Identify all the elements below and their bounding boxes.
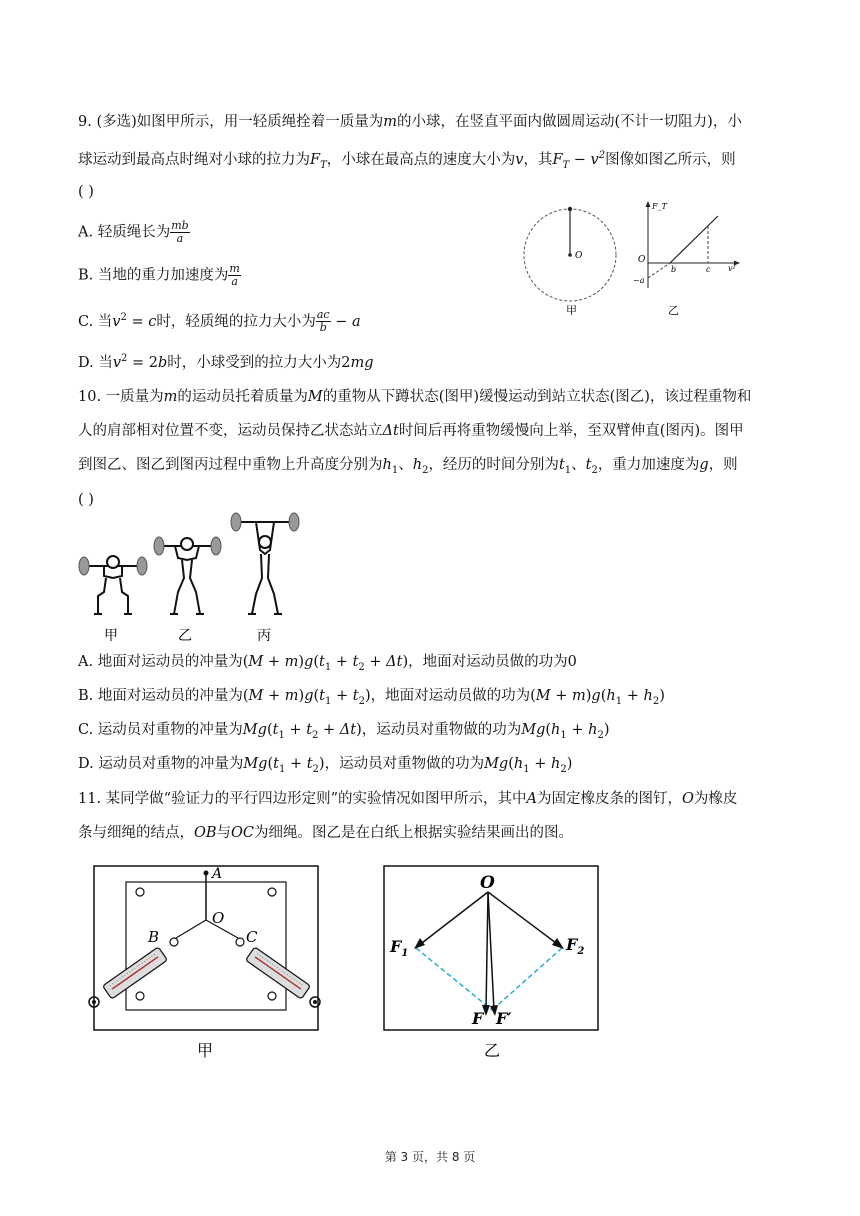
q11-jia-label-o: O <box>212 909 225 927</box>
q9-option-b: B. 当地的重力加速度为 $\frac{m}{a}$ <box>78 262 240 288</box>
q11-line1: 11. 某同学做“验证力的平行四边形定则”的实验情况如图甲所示，其中A为固定橡皮条的图钉，O为橡皮 <box>78 791 738 807</box>
q9-paren: ( ) <box>78 184 94 200</box>
q11-figure-jia <box>82 860 327 1065</box>
q9-option-d: D. 当$v^2 = 2b$时，小球受到的拉力大小为2mg <box>78 353 374 371</box>
q9-graph-c-label: c <box>706 265 711 274</box>
q9-figure-yi <box>628 198 748 320</box>
q9-option-a: A. 轻质绳长为 $\frac{mb}{a}$ <box>78 219 189 245</box>
q10-figure <box>74 508 314 646</box>
q10-line1: 10. 一质量为m的运动员托着质量为M的重物从下蹲状态(图甲)缓慢运动到站立状态(图乙)，该过程重物和 <box>78 389 752 405</box>
q9-graph-xaxis-label: v² <box>728 264 736 273</box>
q10-option-d: D. 运动员对重物的冲量为$Mg(t_1 + t_2)$，运动员对重物做的功为$Mg(h_1 + h_2)$ <box>78 756 573 775</box>
q10-label-jia: 甲 <box>104 628 118 644</box>
q10-option-a: A. 地面对运动员的冲量为$(M + m)g(t_1 + t_2 + \Delta t)$，地面对运动员做的功为0 <box>78 654 577 673</box>
q9-line1: 9. (多选)如图甲所示，用一轻质绳拴着一质量为m的小球，在竖直平面内做圆周运动(不计一切阻力)，小 <box>78 114 742 130</box>
q9-fig-jia-caption: 甲 <box>566 304 577 317</box>
q9-fig-yi-caption: 乙 <box>668 304 679 317</box>
q11-figure-yi <box>380 860 605 1065</box>
q11-yi-label-f1: $F_1$ <box>390 937 409 959</box>
q9-graph-neg-a-label: −a <box>633 276 645 285</box>
q9-line2: 球运动到最高点时绳对小球的拉力为$F_T$，小球在最高点的速度大小为v，其$F_T - v^2$图像如图乙所示，则 <box>78 150 736 171</box>
q11-yi-caption: 乙 <box>484 1041 501 1060</box>
q11-yi-label-o: O <box>480 873 495 893</box>
q10-option-b: B. 地面对运动员的冲量为$(M + m)g(t_1 + t_2)$，地面对运动员做的功为$(M + m)g(h_1 + h_2)$ <box>78 688 665 707</box>
q10-line2: 人的肩部相对位置不变，运动员保持乙状态站立Δt时间后再将重物缓慢向上举，至双臂伸直(图丙)。图甲 <box>78 423 744 439</box>
q9-graph-b-label: b <box>671 265 677 274</box>
q10-option-c: C. 运动员对重物的冲量为$Mg(t_1 + t_2 + \Delta t)$，运动员对重物做的功为$Mg(h_1 + h_2)$ <box>78 722 610 741</box>
q9-graph-yaxis-label: F_T <box>652 202 667 211</box>
q11-yi-label-fprime: F′ <box>496 1009 512 1028</box>
q10-line3: 到图乙、图乙到图丙过程中重物上升高度分别为$h_1$、$h_2$，经历的时间分别为$t_1$、$t_2$，重力加速度为g，则 <box>78 457 738 476</box>
q11-line2: 条与细绳的结点，OB与OC为细绳。图乙是在白纸上根据实验结果画出的图。 <box>78 825 574 841</box>
q11-yi-label-f2: $F_2$ <box>566 935 585 957</box>
q9-graph-origin-label: O <box>638 255 646 265</box>
page-footer: 第 3 页，共 8 页 <box>384 1150 476 1164</box>
q10-label-bing: 丙 <box>257 628 271 644</box>
q10-paren: ( ) <box>78 492 94 508</box>
q11-jia-caption: 甲 <box>197 1041 214 1060</box>
q11-jia-label-b: B <box>148 928 160 946</box>
q9-circle-center-label: O <box>575 251 583 261</box>
q11-jia-label-a: A <box>212 866 223 882</box>
q10-label-yi: 乙 <box>178 628 192 644</box>
q11-jia-label-c: C <box>246 928 258 946</box>
q11-yi-label-f: F <box>472 1009 484 1028</box>
q9-option-c: C. 当$v^2 = c$时，轻质绳的拉力大小为 $\frac{ac}{b}$ − a <box>78 308 361 335</box>
q9-figure-jia <box>515 200 635 322</box>
